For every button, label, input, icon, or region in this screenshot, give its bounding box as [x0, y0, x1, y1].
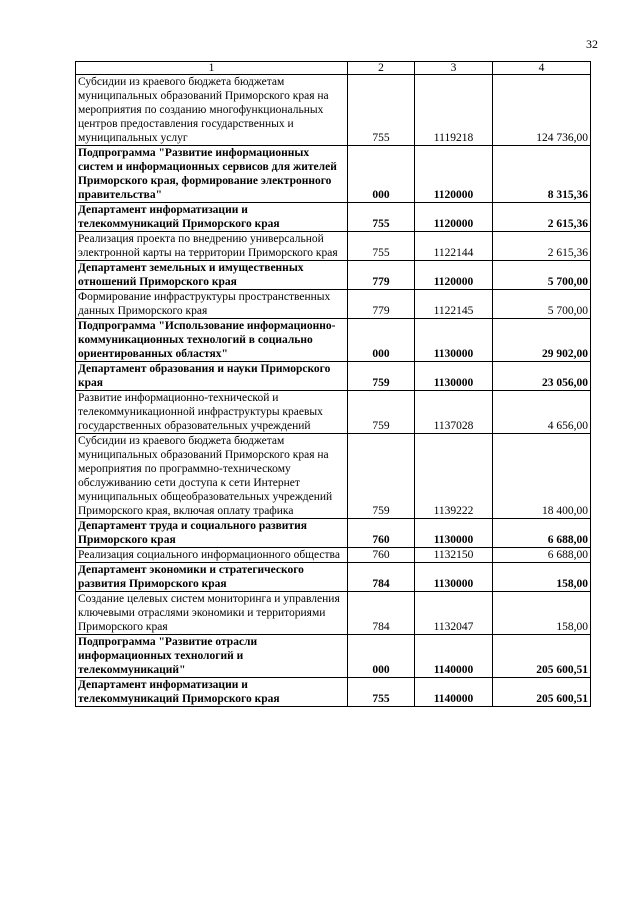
row-amount-cell: 8 315,36 — [493, 146, 591, 203]
row-target-code-cell: 1122144 — [415, 232, 493, 261]
row-name-cell: Развитие информационно-технической и телекоммуникационной инфраструктуры краевых государственных образовательных учреждений — [76, 391, 348, 434]
row-admin-code-cell: 000 — [348, 319, 415, 362]
row-amount-cell: 5 700,00 — [493, 261, 591, 290]
header-cell-2: 2 — [348, 62, 415, 75]
row-amount-cell: 2 615,36 — [493, 232, 591, 261]
row-name-cell: Департамент земельных и имущественных отношений Приморского края — [76, 261, 348, 290]
row-amount-cell: 2 615,36 — [493, 203, 591, 232]
row-name-cell: Подпрограмма "Использование информационно-коммуникационных технологий в социально ориентированных областях" — [76, 319, 348, 362]
row-admin-code-cell: 755 — [348, 232, 415, 261]
row-admin-code-cell: 784 — [348, 563, 415, 592]
row-target-code-cell: 1130000 — [415, 362, 493, 391]
row-name-cell: Подпрограмма "Развитие информационных систем и информационных сервисов для жителей Приморского края, формирование электронного правительства" — [76, 146, 348, 203]
row-admin-code-cell: 779 — [348, 261, 415, 290]
row-name-cell: Реализация проекта по внедрению универсальной электронной карты на территории Приморского края — [76, 232, 348, 261]
row-name-cell: Департамент образования и науки Приморского края — [76, 362, 348, 391]
row-target-code-cell: 1120000 — [415, 203, 493, 232]
row-target-code-cell: 1132150 — [415, 548, 493, 563]
row-admin-code-cell: 760 — [348, 548, 415, 563]
row-admin-code-cell: 000 — [348, 635, 415, 678]
row-name-cell: Департамент информатизации и телекоммуникаций Приморского края — [76, 678, 348, 707]
table-row — [76, 391, 591, 434]
row-amount-cell: 5 700,00 — [493, 290, 591, 319]
row-target-code-cell: 1120000 — [415, 261, 493, 290]
row-amount-cell: 6 688,00 — [493, 548, 591, 563]
row-amount-cell: 124 736,00 — [493, 75, 591, 146]
table-row — [76, 319, 591, 362]
row-name-cell: Реализация социального информационного общества — [76, 548, 348, 563]
row-name-cell: Создание целевых систем мониторинга и управления ключевыми отраслями экономики и территориями Приморского края — [76, 592, 348, 635]
row-admin-code-cell: 759 — [348, 362, 415, 391]
row-target-code-cell: 1140000 — [415, 635, 493, 678]
row-target-code-cell: 1120000 — [415, 146, 493, 203]
header-cell-4: 4 — [493, 62, 591, 75]
table-body — [76, 75, 591, 707]
row-name-cell: Субсидии из краевого бюджета бюджетам муниципальных образований Приморского края на мероприятия по созданию многофункциональных центров предоставления государственных и муниципальных услуг — [76, 75, 348, 146]
row-admin-code-cell: 755 — [348, 203, 415, 232]
table-row — [76, 203, 591, 232]
table-row — [76, 563, 591, 592]
row-name-cell: Департамент экономики и стратегического развития Приморского края — [76, 563, 348, 592]
row-name-cell: Формирование инфраструктуры пространственных данных Приморского края — [76, 290, 348, 319]
header-cell-3: 3 — [415, 62, 493, 75]
row-name-cell: Субсидии из краевого бюджета бюджетам муниципальных образований Приморского края на мероприятия по программно-техническому обслуживанию сети доступа к сети Интернет муниципальных общеобразовательных учреждений Приморского края, включая оплату трафика — [76, 434, 348, 519]
row-amount-cell: 205 600,51 — [493, 678, 591, 707]
row-target-code-cell: 1139222 — [415, 434, 493, 519]
row-amount-cell: 205 600,51 — [493, 635, 591, 678]
table-row — [76, 434, 591, 519]
row-admin-code-cell: 755 — [348, 75, 415, 146]
table-row — [76, 635, 591, 678]
row-admin-code-cell: 760 — [348, 519, 415, 548]
row-target-code-cell: 1122145 — [415, 290, 493, 319]
row-target-code-cell: 1137028 — [415, 391, 493, 434]
header-row — [76, 62, 591, 75]
table-row — [76, 146, 591, 203]
row-admin-code-cell: 759 — [348, 434, 415, 519]
table-row — [76, 678, 591, 707]
row-amount-cell: 29 902,00 — [493, 319, 591, 362]
row-admin-code-cell: 784 — [348, 592, 415, 635]
row-amount-cell: 23 056,00 — [493, 362, 591, 391]
row-target-code-cell: 1130000 — [415, 563, 493, 592]
row-admin-code-cell: 000 — [348, 146, 415, 203]
page-number: 32 — [586, 37, 598, 51]
row-admin-code-cell: 755 — [348, 678, 415, 707]
row-target-code-cell: 1130000 — [415, 319, 493, 362]
table-row — [76, 362, 591, 391]
row-admin-code-cell: 759 — [348, 391, 415, 434]
row-target-code-cell: 1119218 — [415, 75, 493, 146]
row-target-code-cell: 1140000 — [415, 678, 493, 707]
row-target-code-cell: 1132047 — [415, 592, 493, 635]
row-admin-code-cell: 779 — [348, 290, 415, 319]
row-amount-cell: 4 656,00 — [493, 391, 591, 434]
table-row — [76, 75, 591, 146]
table-row — [76, 290, 591, 319]
header-cell-1: 1 — [76, 62, 348, 75]
row-amount-cell: 6 688,00 — [493, 519, 591, 548]
table-row — [76, 519, 591, 548]
row-amount-cell: 18 400,00 — [493, 434, 591, 519]
row-target-code-cell: 1130000 — [415, 519, 493, 548]
row-name-cell: Департамент труда и социального развития Приморского края — [76, 519, 348, 548]
row-amount-cell: 158,00 — [493, 563, 591, 592]
table-row — [76, 232, 591, 261]
row-name-cell: Подпрограмма "Развитие отрасли информационных технологий и телекоммуникаций" — [76, 635, 348, 678]
row-amount-cell: 158,00 — [493, 592, 591, 635]
row-name-cell: Департамент информатизации и телекоммуникаций Приморского края — [76, 203, 348, 232]
table-row — [76, 261, 591, 290]
table-row — [76, 548, 591, 563]
budget-table — [75, 61, 591, 707]
table-row — [76, 592, 591, 635]
